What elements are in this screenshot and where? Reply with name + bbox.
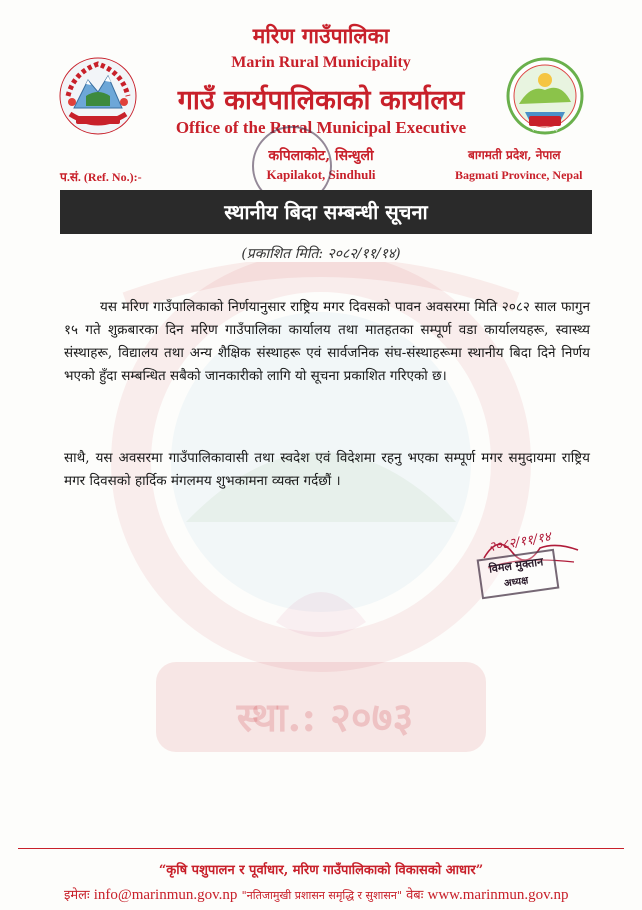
signatory-name: विमल मुक्तान	[488, 555, 544, 576]
footer-contact-line	[64, 885, 568, 904]
notice-paragraph-1: यस मरिण गाउँपालिकाको निर्णयानुसार राष्ट्रिय मगर दिवसको पावन अवसरमा मिति २०८२ साल फागुन १५ गते शुक्रबारका दिन मरिण गाउँपालिका कार्यालय तथा मातहतका सम्पूर्ण वडा कार्यालयहरू, स्वास्थ्य संस्थाहरू, विद्यालय तथा अन्य शैक्षिक संस्थाहरू एवं सार्वजनिक संघ-संस्थाहरूमा स्थानीय बिदा दिने निर्णय भएको हुँदा सम्बन्धित सबैको जानकारीको लागि यो सूचना प्रकाशित गरिएको छ।	[64, 299, 590, 384]
province-np: बागमती प्रदेश, नेपाल	[468, 148, 561, 162]
published-date: (प्रकाशित मिति: २०८२/११/१४)	[241, 246, 401, 262]
location-np: कपिलाकोट, सिन्धुली	[268, 148, 374, 164]
reference-number-label: प.सं. (Ref. No.):-	[60, 170, 142, 184]
office-name-np: गाउँ कार्यपालिकाको कार्यालय	[177, 85, 465, 116]
website-label: वेबः	[406, 888, 424, 903]
notice-title: स्थानीय बिदा सम्बन्धी सूचना	[224, 200, 428, 224]
email-link[interactable]: info@marinmun.gov.np	[93, 887, 238, 903]
signature-date-scribble: २०८२/११/१४	[487, 529, 552, 556]
email-label: इमेलः	[64, 888, 90, 903]
signatory-role: अध्यक्ष	[503, 575, 530, 590]
footer-motto: "नतिजामुखी प्रशासन समृद्धि र सुशासन"	[241, 889, 402, 902]
notice-paragraph-2: साथै, यस अवसरमा गाउँपालिकावासी तथा स्वदेश एवं विदेशमा रहनु भएका सम्पूर्ण मगर समुदायमा राष्ट्रिय मगर दिवसको हार्दिक मंगलमय शुभकामना व्यक्त गर्दछौं ।	[64, 450, 590, 489]
footer-slogan: “कृषि पशुपालन र पूर्वाधार, मरिण गाउँपालिकाको विकासको आधार”	[158, 863, 484, 878]
municipality-name-en: Marin Rural Municipality	[231, 54, 411, 71]
website-link[interactable]: www.marinmun.gov.np	[427, 887, 569, 903]
location-en: Kapilakot, Sindhuli	[266, 167, 376, 182]
province-en: Bagmati Province, Nepal	[455, 168, 583, 182]
office-name-en: Office of the Rural Municipal Executive	[175, 118, 467, 137]
municipality-name-np: मरिण गाउँपालिका	[252, 23, 390, 48]
footer-divider	[18, 848, 624, 849]
watermark-established-text: स्था.: २०७३	[236, 694, 414, 741]
logo-established-label: स्था.: २०७३	[532, 126, 558, 133]
